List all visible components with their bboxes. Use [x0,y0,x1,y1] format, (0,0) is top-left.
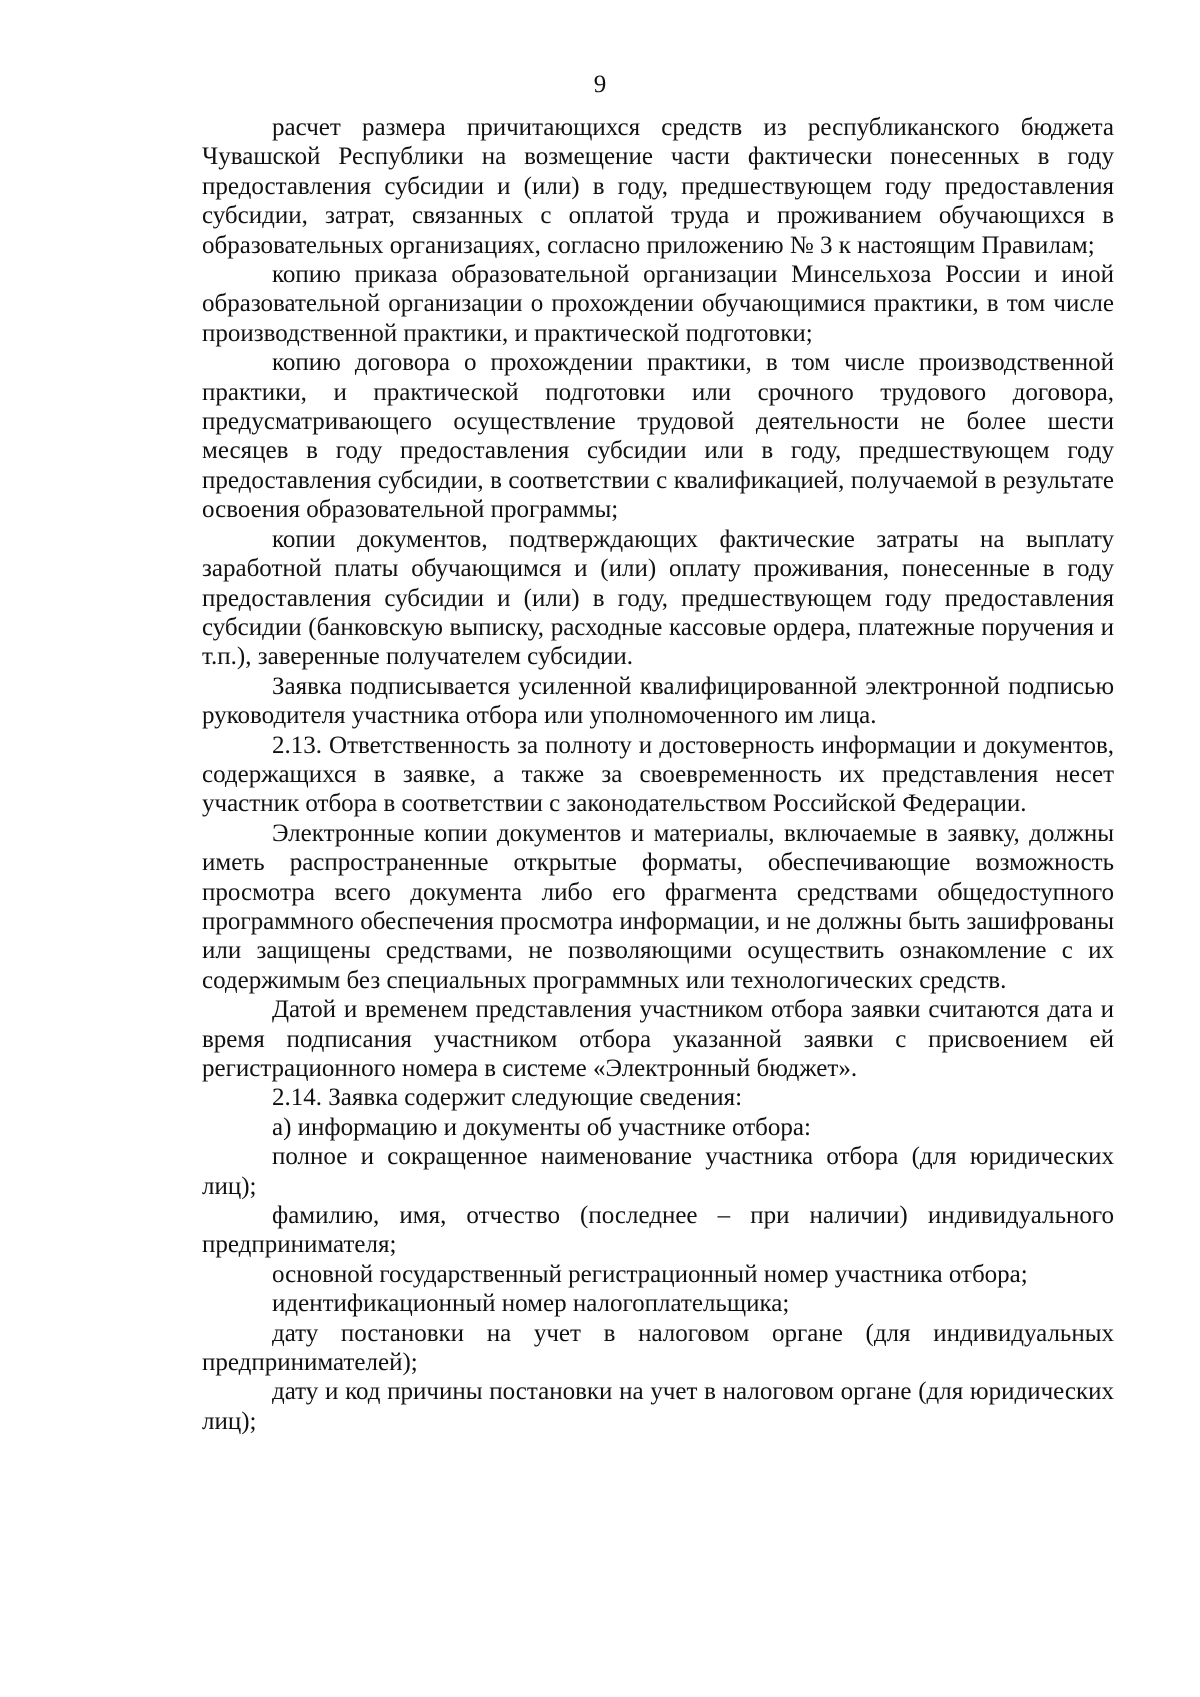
paragraph: 2.13. Ответственность за полноту и достоверность информации и документов, содержащихся в заявке, а также за своевременность их представления несет участник отбора в соответствии с законодательством Российской Федерации. [202,731,1114,818]
paragraph: расчет размера причитающихся средств из республиканского бюджета Чувашской Республики на возмещение части фактически понесенных в году предоставления субсидии и (или) в году, предшествующем году предоставления субсидии, затрат, связанных с оплатой труда и проживанием обучающихся в образовательных организациях, согласно приложению № 3 к настоящим Правилам; [202,114,1114,259]
page-number: 9 [593,71,607,98]
paragraph: основной государственный регистрационный номер участника отбора; [272,1260,1028,1288]
paragraph: Заявка подписывается усиленной квалифицированной электронной подписью руководителя участника отбора или уполномоченного им лица. [202,672,1114,730]
paragraph: Электронные копии документов и материалы, включаемые в заявку, должны иметь распространенные открытые форматы, обеспечивающие возможность просмотра всего документа либо его фрагмента средствами общедоступного программного обеспечения просмотра информации, и не должны быть зашифрованы или защищены средствами, не позволяющими осуществить ознакомление с их содержимым без специальных программных или технологических средств. [202,819,1114,994]
document-body [202,113,1114,1436]
paragraph: идентификационный номер налогоплательщика; [272,1290,790,1318]
paragraph: полное и сокращенное наименование участника отбора (для юридических лиц); [202,1143,1114,1200]
paragraph: дату постановки на учет в налоговом органе (для индивидуальных предпринимателей); [202,1319,1114,1377]
paragraph: копию договора о прохождении практики, в том числе производственной практики, и практической подготовки или срочного трудового договора, предусматривающего осуществление трудовой деятельности не более шести месяцев в году предоставления субсидии или в году, предшествующем году предоставления субсидии, в соответствии с квалификацией, получаемой в результате освоения образовательной программы; [202,349,1114,524]
paragraph: дату и код причины постановки на учет в налоговом органе (для юридических лиц); [202,1378,1114,1435]
paragraph: копию приказа образовательной организации Минсельхоза России и иной образовательной организации о прохождении обучающимися практики, в том числе производственной практики, и практической подготовки; [202,261,1114,347]
paragraph: 2.14. Заявка содержит следующие сведения: [272,1084,743,1112]
paragraph: а) информацию и документы об участнике отбора: [272,1113,811,1141]
paragraph: копии документов, подтверждающих фактические затраты на выплату заработной платы обучающимся и (или) оплату проживания, понесенные в году предоставления субсидии и (или) в году, предшествующем году предоставления субсидии (банковскую выписку, расходные кассовые ордера, платежные поручения и т.п.), заверенные получателем субсидии. [202,525,1114,671]
paragraph: Датой и временем представления участником отбора заявки считаются дата и время подписания участником отбора указанной заявки с присвоением ей регистрационного номера в системе «Электронный бюджет». [202,996,1114,1082]
paragraph: фамилию, имя, отчество (последнее – при наличии) индивидуального предпринимателя; [202,1202,1114,1259]
